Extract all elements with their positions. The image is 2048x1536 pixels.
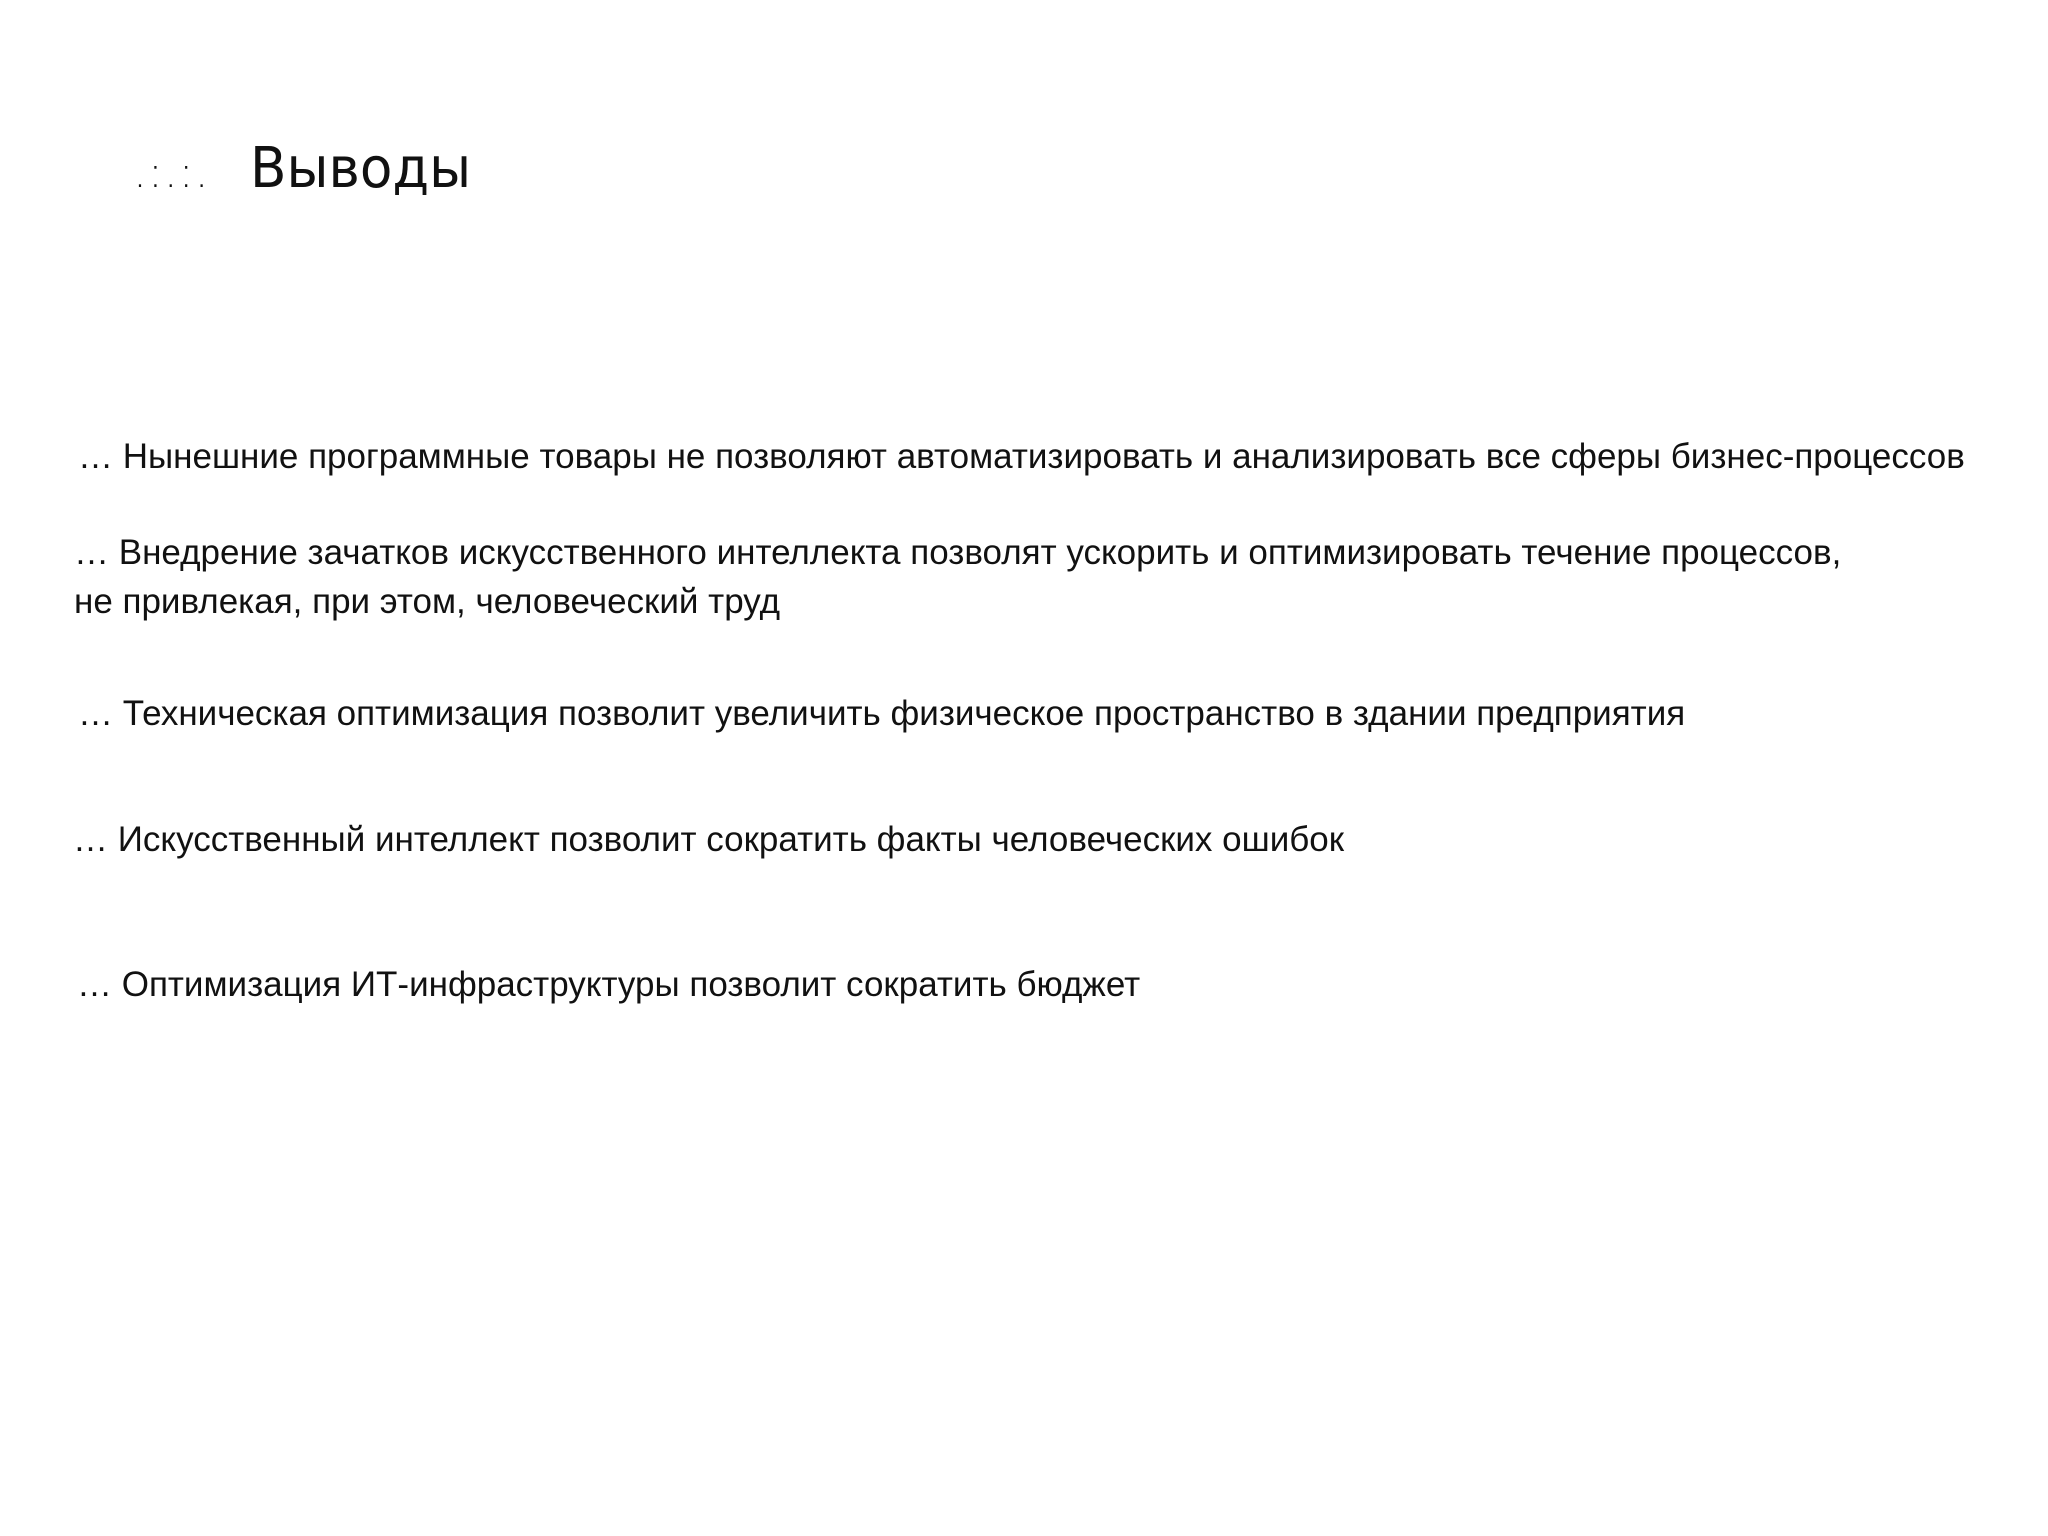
point-line: … Внедрение зачатков искусственного интеллекта позволят ускорить и оптимизировать течение процессов, (74, 533, 1842, 572)
point-line: не привлекая, при этом, человеческий труд (74, 582, 781, 621)
conclusion-point-1 (78, 432, 1965, 481)
slide-title: Выводы (249, 136, 471, 201)
point-line: … Нынешние программные товары не позволяют автоматизировать и анализировать все сферы бизнес-процессов (78, 437, 1965, 476)
conclusion-point-3 (78, 689, 1685, 738)
title-row (133, 136, 482, 201)
point-line: … Техническая оптимизация позволит увеличить физическое пространство в здании предприятия (78, 694, 1686, 733)
title-marker: .:.:. (133, 147, 210, 198)
conclusion-point-5 (77, 960, 1140, 1009)
conclusion-point-2 (74, 528, 1841, 626)
point-line: … Искусственный интеллект позволит сократить факты человеческих ошибок (73, 820, 1345, 859)
point-line: … Оптимизация ИТ-инфраструктуры позволит сократить бюджет (77, 965, 1141, 1004)
conclusion-point-4 (73, 815, 1344, 864)
